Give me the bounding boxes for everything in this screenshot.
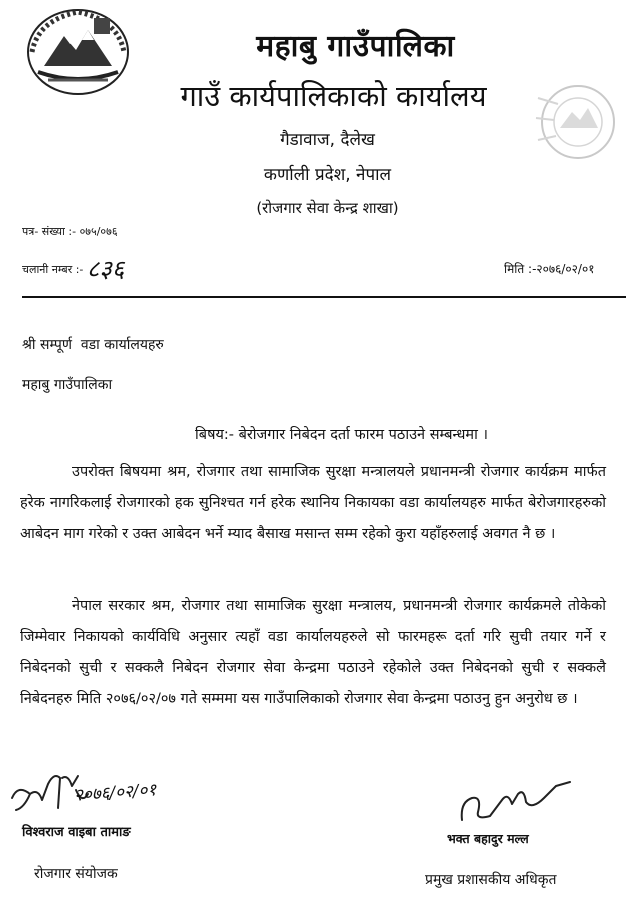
dispatch-value: ८३६ bbox=[86, 255, 125, 283]
dispatch-label: चलानी नम्बर :- bbox=[22, 263, 84, 276]
body-paragraph-1: उपरोक्त बिषयमा श्रम, रोजगार तथा सामाजिक सुरक्षा मन्त्रालयले प्रधानमन्त्री रोजगार कार्यक्रम मार्फत हरेक नागरिकलाई रोजगारको हक सुनिश्चत गर्न हरेक स्थानिय निकायका वडा कार्यालयहरु मार्फत बेरोजगारहरुको आबेदन माग गरेको र उक्त आबेदन भर्ने म्याद बैसाख मसान्त सम्म रहेको कुरा यहाँहरुलाई अवगत नै छ । bbox=[20, 464, 606, 542]
left-signatory-title: रोजगार संयोजक bbox=[34, 866, 118, 882]
header-divider bbox=[22, 296, 626, 298]
body-paragraph-2: नेपाल सरकार श्रम, रोजगार तथा सामाजिक सुरक्षा मन्त्रालय, प्रधानमन्त्री रोजगार कार्यक्रमले तोकेको जिम्मेवार निकायको कार्यविधि अनुसार त्यहाँ वडा कार्यालयहरुले सो फारमहरू दर्ता गरि सुची तयार गर्ने र निबेदनको सुची र सक्कलै निबेदन रोजगार सेवा केन्द्रमा पठाउने रहेकोले उक्त निबेदनको सुची र सक्कलै निबेदनहरु मिति २०७६/०२/०७ गते सम्ममा यस गाउँपालिकाको रोजगार सेवा केन्द्रमा पठाउनु हुन अनुरोध छ । bbox=[20, 598, 606, 707]
municipality-name: महाबु गाउँपालिका bbox=[256, 29, 455, 64]
date-label: मिति :- bbox=[504, 262, 537, 276]
left-signature-date: २०७६/०२/०१ bbox=[73, 780, 157, 806]
ref-number bbox=[22, 224, 118, 239]
recipient-line-2: महाबु गाउँपालिका bbox=[22, 377, 113, 393]
letter-date bbox=[504, 260, 594, 277]
right-signatory-name: भक्त बहादुर मल्ल bbox=[447, 831, 529, 846]
ref-value: ०७५/०७६ bbox=[79, 225, 118, 238]
subject-line: बिषय:- बेरोजगार निबेदन दर्ता फारम पठाउने सम्बन्धमा । bbox=[195, 427, 488, 443]
office-name: गाउँ कार्यपालिकाको कार्यालय bbox=[180, 79, 487, 113]
right-signatory-title: प्रमुख प्रशासकीय अधिकृत bbox=[425, 872, 557, 888]
address-line-2: कर्णाली प्रदेश, नेपाल bbox=[263, 165, 392, 185]
right-signature-icon bbox=[452, 780, 592, 828]
address-line-1: गैडावाज, दैलेख bbox=[280, 130, 375, 150]
left-signatory-name: विश्वराज वाइबा तामाङ bbox=[22, 825, 131, 840]
ref-label: पत्र- संख्या :- bbox=[22, 225, 77, 238]
section-name: (रोजगार सेवा केन्द्र शाखा) bbox=[256, 199, 399, 217]
dispatch-number bbox=[22, 248, 124, 281]
recipient-line-1: श्री सम्पूर्ण वडा कार्यालयहरु bbox=[22, 337, 164, 353]
date-value: २०७६/०२/०१ bbox=[536, 262, 595, 276]
